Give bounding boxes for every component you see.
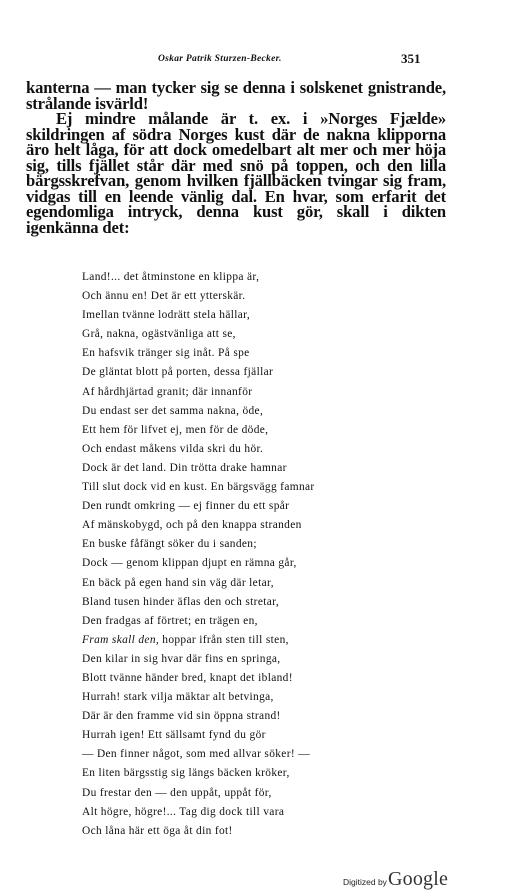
- poem-line: Hurrah igen! Ett sällsamt fynd du gör: [82, 729, 266, 742]
- poem-line: En hafsvik tränger sig inåt. På spe: [82, 347, 250, 360]
- poem-line: Hurrah! stark vilja mäktar alt betvinga,: [82, 691, 274, 704]
- poem-line: Ett hem för lifvet ej, men för de döde,: [82, 423, 269, 436]
- poem-line: Blott tvänne händer bred, knapt det ibland!: [82, 671, 293, 684]
- poem-line-rest: hoppar ifrån sten till sten,: [162, 633, 289, 646]
- poem-line: En liten bärgsstig sig längs bäcken kröker,: [82, 767, 290, 780]
- poem-line: Och ännu en! Det är ett ytterskär.: [82, 290, 246, 303]
- running-header: [0, 51, 520, 70]
- poem-line: Du endast ser det samma nakna, öde,: [82, 404, 264, 417]
- poem-italic-phrase: Fram skall den,: [82, 633, 160, 646]
- poem-line: Alt högre, högre!... Tag dig dock till vara: [82, 805, 285, 818]
- poem-line: Af hårdhjärtad granit; där innanför: [82, 385, 253, 398]
- poem-line: Du frestar den — den uppåt, uppåt för,: [82, 786, 272, 799]
- poem-line: Den kilar in sig hvar där fins en springa,: [82, 652, 281, 665]
- prose-paragraph: kanterna — man tycker sig se denna i solskenet gnistrande, strålande isvärld!: [26, 78, 446, 113]
- running-title: Oskar Patrik Sturzen-Becker.: [158, 54, 282, 64]
- poem-line: Dock är det land. Din trötta drake hamnar: [82, 461, 287, 474]
- page-number: 351: [401, 51, 421, 66]
- poem-line: Och endast måkens vilda skri du hör.: [82, 442, 264, 455]
- poem-line: Grå, nakna, ogästvänliga att se,: [82, 328, 236, 341]
- poem-line: De gläntat blott på porten, dessa fjällar: [82, 366, 274, 379]
- poem-line: Imellan tvänne lodrätt stela hällar,: [82, 309, 251, 322]
- poem-line: En buske fåfängt söker du i sanden;: [82, 538, 257, 551]
- prose-body: [26, 80, 446, 235]
- google-logo: Google: [388, 868, 449, 890]
- poem-line: Den fradgas af förtret; en trägen en,: [82, 614, 258, 627]
- poem-block: [82, 268, 412, 841]
- poem-line: [82, 631, 412, 650]
- poem-line: — Den finner något, som med allvar söker! —: [82, 748, 310, 761]
- poem-line: Till slut dock vid en kust. En bärgsvägg famnar: [82, 481, 315, 494]
- poem-line: Där är den framme vid sin öppna strand!: [82, 710, 281, 723]
- poem-line: Och låna här ett öga åt din fot!: [82, 824, 233, 837]
- poem-line: Af mänskobygd, och på den knappa stranden: [82, 519, 302, 532]
- poem-line: En bäck på egen hand sin väg där letar,: [82, 576, 274, 589]
- prose-paragraph: Ej mindre målande är t. ex. i »Norges Fjælde» skildringen af södra Norges kust där de nakna klipporna äro helt låga, för att dock omedelbart alt mer och mer höja sig, tills fjället står där med snö på toppen, och den lilla bärgsskrefvan, genom hvilken fjällbäcken tvingar sig fram, vidgas till en leende vänlig dal. En hvar, som erfarit det egendomliga intryck, denna kust gör, skall i dikten igenkänna det:: [26, 109, 446, 237]
- poem-line: Land!... det åtminstone en klippa är,: [82, 271, 260, 283]
- poem-line: Bland tusen hinder äflas den och stretar,: [82, 595, 280, 608]
- poem-line: Den rundt omkring — ej finner du ett spår: [82, 500, 290, 513]
- digitized-by-text: Digitized by: [343, 877, 387, 887]
- poem-line: Dock — genom klippan djupt en rämna går,: [82, 557, 297, 570]
